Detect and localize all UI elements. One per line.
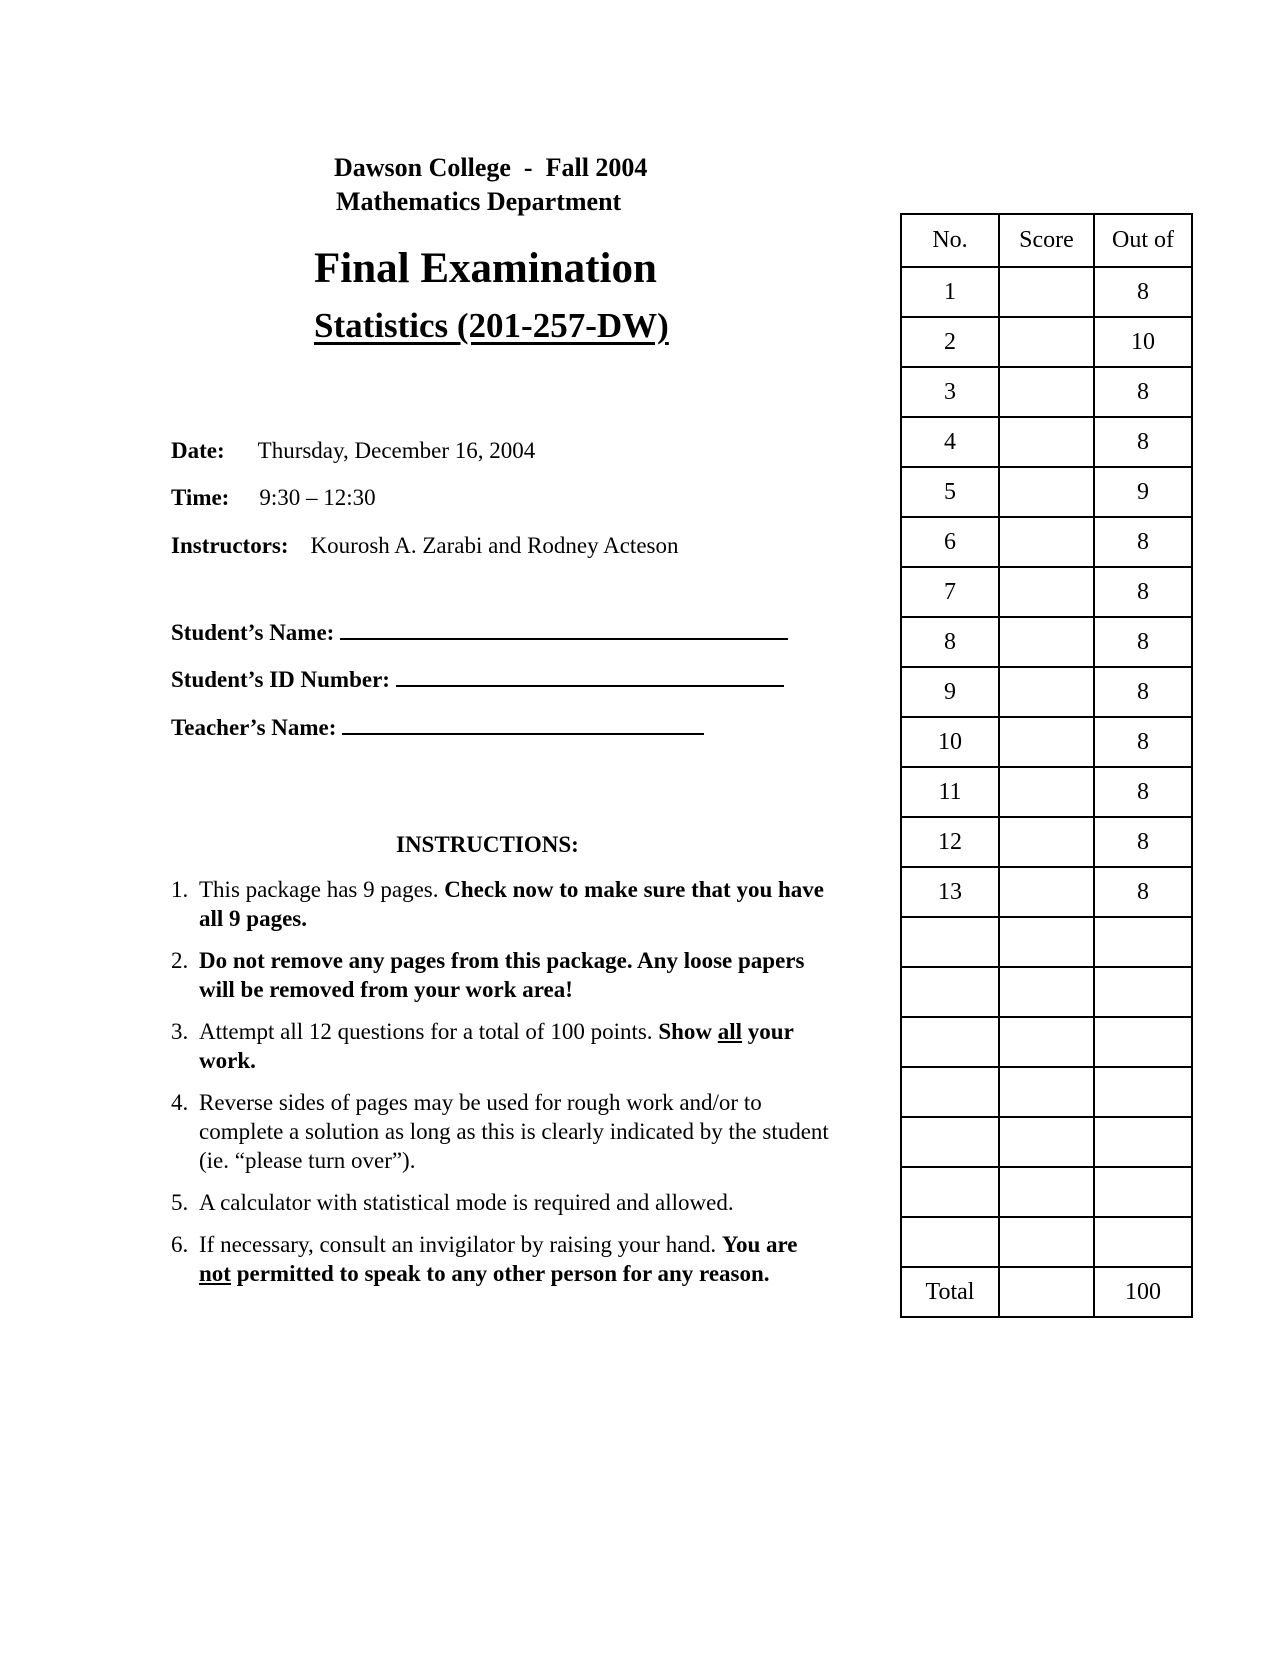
blank-cell [1094,1067,1192,1117]
instructions-list [171,875,833,1301]
blank-cell [999,917,1094,967]
blank-cell [999,1067,1094,1117]
blank-row [901,1017,1192,1067]
score-cell[interactable] [999,267,1094,317]
blank-cell [999,1217,1094,1267]
total-score-cell[interactable] [999,1267,1094,1317]
total-value: 100 [1094,1267,1192,1317]
question-number: 13 [901,867,999,917]
blank-cell [999,1017,1094,1067]
instructors-value: Kourosh A. Zarabi and Rodney Acteson [310,533,679,558]
blank-cell [1094,1217,1192,1267]
out-of-value: 9 [1094,467,1192,517]
date-value: Thursday, December 16, 2004 [257,438,536,463]
student-name-field[interactable] [171,618,788,648]
score-cell[interactable] [999,467,1094,517]
score-table-header [901,214,1192,267]
instructors-line [171,531,678,561]
score-cell[interactable] [999,667,1094,717]
blank-cell [901,967,999,1017]
out-of-value: 8 [1094,717,1192,767]
score-row [901,767,1192,817]
blank-cell [1094,967,1192,1017]
score-cell[interactable] [999,367,1094,417]
blank-row [901,1067,1192,1117]
blank-row [901,917,1192,967]
header-score: Score [999,214,1094,267]
teacher-name-field[interactable] [171,713,704,743]
blank-row [901,1217,1192,1267]
blank-cell [901,1017,999,1067]
exam-title: Final Examination [314,245,657,292]
score-row [901,717,1192,767]
out-of-value: 8 [1094,517,1192,567]
student-id-field[interactable] [171,665,784,695]
time-line [171,483,376,513]
score-cell[interactable] [999,517,1094,567]
blank-row [901,967,1192,1017]
student-name-label: Student’s Name: [171,620,335,645]
score-cell[interactable] [999,417,1094,467]
total-row [901,1267,1192,1317]
question-number: 10 [901,717,999,767]
time-value: 9:30 – 12:30 [259,485,376,510]
score-row [901,417,1192,467]
question-number: 12 [901,817,999,867]
student-name-blank[interactable] [340,618,788,640]
score-cell[interactable] [999,817,1094,867]
score-cell[interactable] [999,567,1094,617]
college-heading: Dawson College - Fall 2004 [334,153,648,182]
question-number: 8 [901,617,999,667]
score-row [901,267,1192,317]
score-cell[interactable] [999,317,1094,367]
score-table [900,213,1193,1318]
out-of-value: 8 [1094,767,1192,817]
student-id-blank[interactable] [396,665,784,687]
blank-cell [901,917,999,967]
score-row [901,617,1192,667]
out-of-value: 8 [1094,567,1192,617]
score-row [901,317,1192,367]
blank-cell [999,967,1094,1017]
blank-row [901,1117,1192,1167]
date-label: Date: [171,438,225,463]
blank-cell [1094,1167,1192,1217]
instruction-item: 6. If necessary, consult an invigilator by raising your hand. You are not permitted to speak to any other person for any reason. [171,1232,798,1286]
department-heading: Mathematics Department [336,187,622,216]
question-number: 3 [901,367,999,417]
teacher-name-blank[interactable] [342,713,704,735]
question-number: 5 [901,467,999,517]
blank-cell [901,1067,999,1117]
question-number: 11 [901,767,999,817]
total-label: Total [901,1267,999,1317]
student-id-label: Student’s ID Number: [171,667,390,692]
blank-cell [901,1167,999,1217]
score-row [901,367,1192,417]
instruction-item: 5. A calculator with statistical mode is required and allowed. [171,1190,734,1215]
blank-row [901,1167,1192,1217]
out-of-value: 8 [1094,617,1192,667]
question-number: 4 [901,417,999,467]
header-out-of: Out of [1094,214,1192,267]
question-number: 6 [901,517,999,567]
blank-cell [999,1167,1094,1217]
instructions-heading: INSTRUCTIONS: [396,832,579,857]
score-cell[interactable] [999,767,1094,817]
score-cell[interactable] [999,867,1094,917]
out-of-value: 8 [1094,667,1192,717]
blank-cell [1094,1017,1192,1067]
score-cell[interactable] [999,617,1094,667]
score-row [901,867,1192,917]
out-of-value: 10 [1094,317,1192,367]
question-number: 2 [901,317,999,367]
blank-cell [1094,917,1192,967]
score-row [901,817,1192,867]
teacher-name-label: Teacher’s Name: [171,715,337,740]
blank-cell [1094,1117,1192,1167]
instructors-label: Instructors: [171,533,289,558]
question-number: 7 [901,567,999,617]
out-of-value: 8 [1094,417,1192,467]
out-of-value: 8 [1094,367,1192,417]
course-title: Statistics (201-257-DW) [314,306,669,345]
out-of-value: 8 [1094,817,1192,867]
blank-cell [901,1217,999,1267]
out-of-value: 8 [1094,267,1192,317]
score-cell[interactable] [999,717,1094,767]
score-row [901,467,1192,517]
instruction-item: 3. Attempt all 12 questions for a total of 100 points. Show all your work. [171,1019,794,1073]
date-line [171,436,535,466]
score-row [901,517,1192,567]
score-row [901,567,1192,617]
instruction-item: 4. Reverse sides of pages may be used for rough work and/or to complete a solution as long as this is clearly indicated by the student (ie. “please turn over”). [171,1090,829,1173]
time-label: Time: [171,485,230,510]
blank-cell [999,1117,1094,1167]
out-of-value: 8 [1094,867,1192,917]
instruction-item: 1. This package has 9 pages. Check now to make sure that you have all 9 pages. [171,877,824,931]
blank-cell [901,1117,999,1167]
instruction-item: 2. Do not remove any pages from this package. Any loose papers will be removed from your work area! [171,948,805,1002]
question-number: 9 [901,667,999,717]
question-number: 1 [901,267,999,317]
score-row [901,667,1192,717]
header-no: No. [901,214,999,267]
